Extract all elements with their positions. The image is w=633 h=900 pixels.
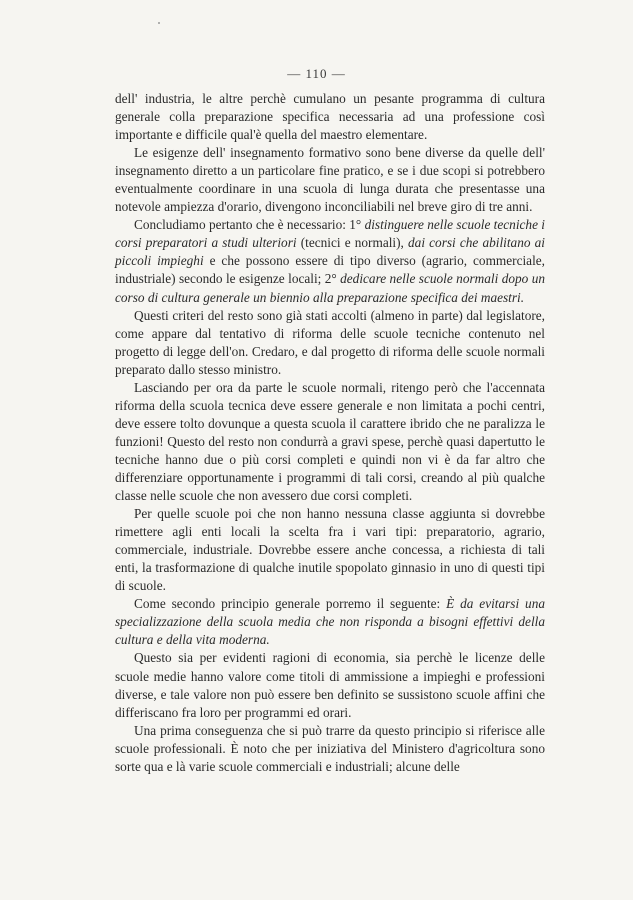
- paragraph: [115, 649, 545, 721]
- paragraph-text: Questo sia per evidenti ragioni di economia, sia perchè le licenze delle scuole medie hanno valore come titoli di ammissione a impieghi e professioni diverse, e tale valore non può essere ben definito se sussistono scuole affini che differiscano fra loro per programmi ed orari.: [115, 650, 545, 720]
- paragraph-text: Questi criteri del resto sono già stati accolti (almeno in parte) dal legislatore, come appare dal tentativo di riforma delle scuole tecniche contenuto nel progetto di legge dell'on. Credaro, e dal progetto di riforma delle scuole normali preparato dallo stesso ministro.: [115, 307, 545, 377]
- paragraph-text: Una prima conseguenza che si può trarre da questo principio si riferisce alle scuole professionali. È noto che per iniziativa del Ministero d'agricoltura sono sorte qua e là varie scuole commerciali e industriali; alcune delle: [115, 722, 545, 774]
- paragraph-text: Come secondo principio generale porremo il seguente:: [134, 596, 447, 612]
- paragraph-text: Lasciando per ora da parte le scuole normali, ritengo però che l'accennata riforma della scuola tecnica deve essere generale e non limitata a pochi centri, deve essere tolto dovunque a questa scuola il carattere ibrido che ne paralizza le funzioni! Questo del resto non condurrà a gravi spese, perchè quasi dapertutto le tecniche hanno due o più corsi completi e quindi non vi è da far altro che differenziare opportunamente i programmi di tali corsi, creando al più qualche classe nelle scuole che non avessero due corsi completi.: [115, 379, 545, 504]
- print-speck: [158, 22, 160, 24]
- paragraph-text: Le esigenze dell' insegnamento formativo sono bene diverse da quelle dell' insegnamento diretto a un particolare fine pratico, e se i due scopi si potrebbero eventualmente coordinare in una scuola di lunga durata che presentasse una notevole ampiezza d'orario, divengono inconciliabili nel breve giro di tre anni.: [115, 145, 545, 215]
- paragraph: [115, 379, 545, 505]
- emphasized-text: È da evitarsi una specializzazione della scuola media che non risponda a bisogni effettivi della cultura e della vita moderna.: [115, 596, 545, 648]
- paragraph-text: Concludiamo pertanto che è necessario: 1°: [134, 217, 365, 233]
- emphasized-text: dedicare nelle scuole normali dopo un corso di cultura generale un biennio alla preparazione specifica dei maestri.: [115, 271, 545, 305]
- paragraph: [115, 722, 545, 776]
- body-text: [115, 90, 545, 776]
- paragraph: [115, 216, 545, 306]
- emphasized-text: distinguere nelle scuole tecniche i corsi preparatori a studi ulteriori: [115, 217, 545, 251]
- paragraph-text: dell' industria, le altre perchè cumulano un pesante programma di cultura generale colla preparazione specifica necessaria ad una professione così importante e difficile qual'è quella del maestro elementare.: [115, 91, 545, 143]
- paragraph: [115, 307, 545, 379]
- paragraph-text: e che possono essere di tipo diverso (agrario, commerciale, industriale) secondo le esigenze locali; 2°: [115, 253, 546, 287]
- page-number: — 110 —: [287, 66, 346, 81]
- paragraph-text: (tecnici e normali),: [296, 235, 409, 251]
- paragraph-text: Per quelle scuole poi che non hanno nessuna classe aggiunta si dovrebbe rimettere agli enti locali la scelta fra i vari tipi: preparatorio, agrario, commerciale, industriale. Dovrebbe essere anche concessa, a richiesta di tali enti, la trasformazione di qualche inutile spopolato ginnasio in uno di questi tipi di scuole.: [115, 506, 545, 594]
- emphasized-text: dai corsi che abilitano ai piccoli impieghi: [115, 235, 545, 269]
- paragraph: [115, 505, 545, 595]
- paragraph: [115, 90, 545, 144]
- paragraph: [115, 595, 545, 649]
- paragraph: [115, 144, 545, 216]
